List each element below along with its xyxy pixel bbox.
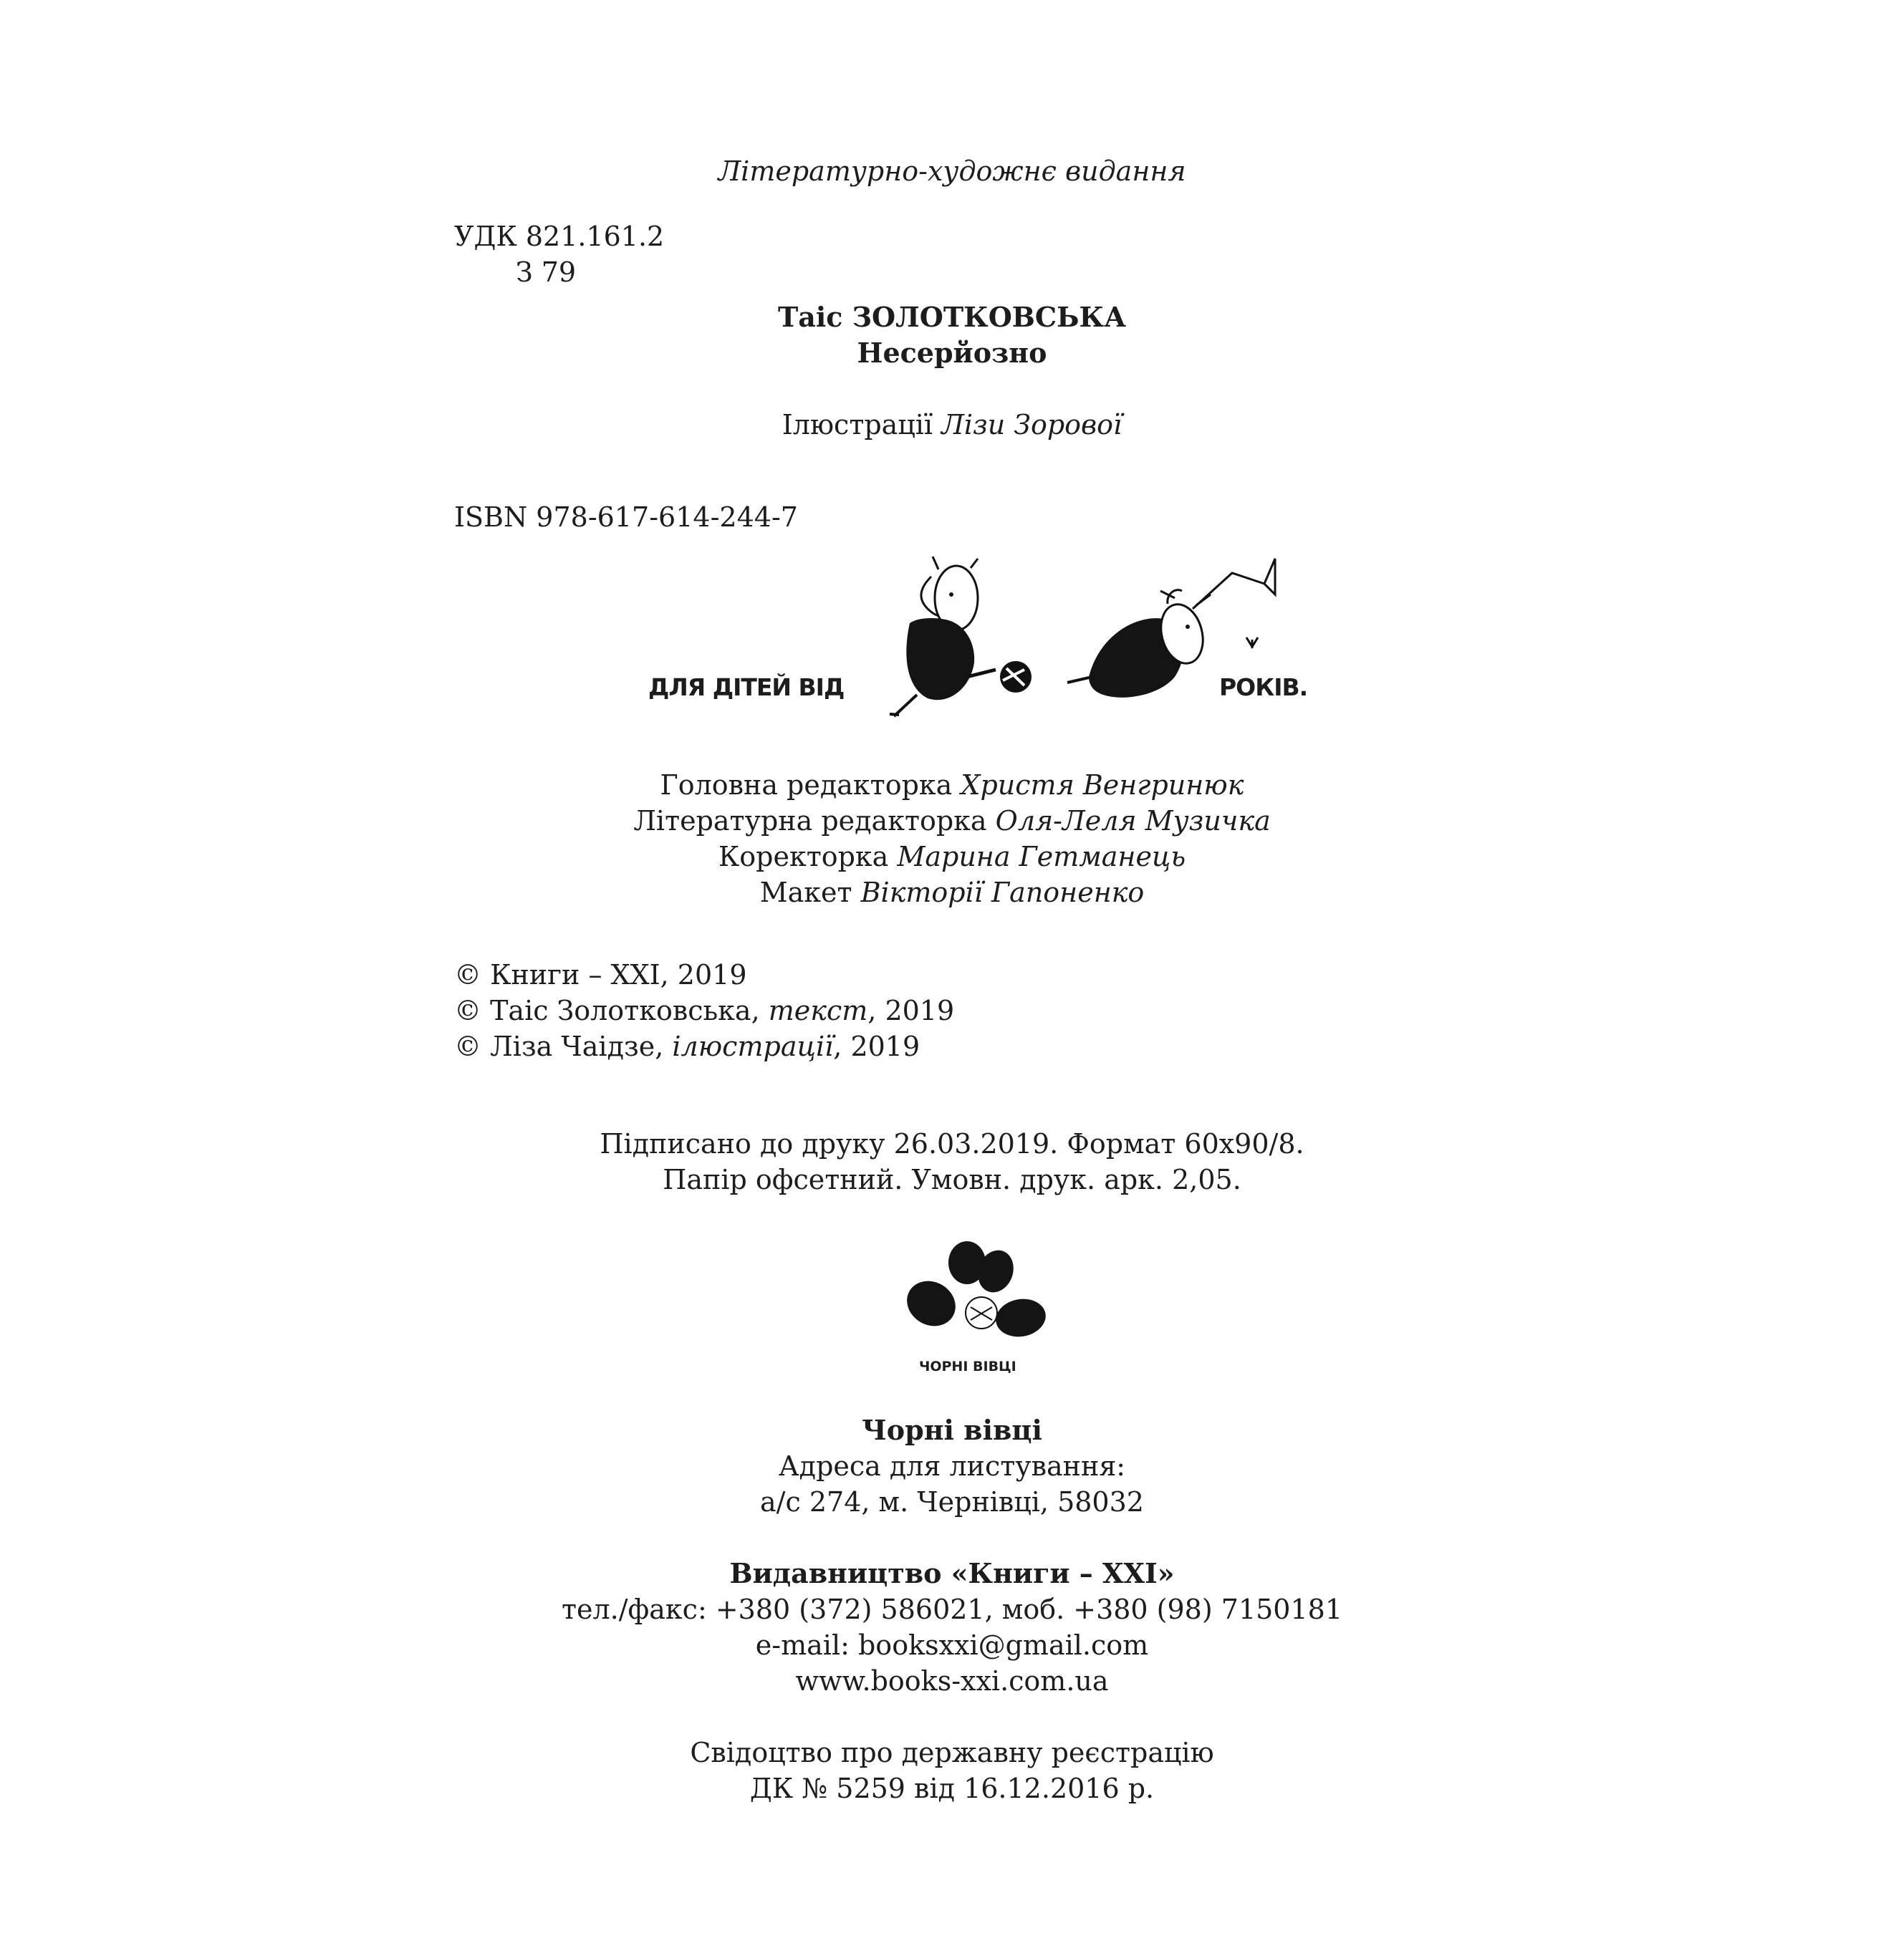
edition-type: Літературно-художнє видання <box>718 155 1186 187</box>
logo-text: ЧОРНІ ВІВЦІ <box>919 1359 1016 1374</box>
print-info-line1: Підписано до друку 26.03.2019. Формат 60x90/8. <box>600 1128 1304 1160</box>
copyright-illus-prefix: © Ліза Чаідзе, <box>454 1031 664 1062</box>
isbn: ISBN 978-617-614-244-7 <box>454 501 798 533</box>
credit-chief-editor <box>0 767 1904 803</box>
publisher-name: Видавництво «Книги – XXI» <box>729 1557 1175 1589</box>
copyright-illus-italic: ілюстрації <box>672 1031 834 1062</box>
sheep-kicking-ball-illustration <box>888 555 1046 723</box>
book-title: Несерйозно <box>857 337 1047 369</box>
copyright-text <box>454 993 954 1029</box>
imprint-name: Чорні вівці <box>862 1414 1042 1446</box>
publisher-phones: тел./факс: +380 (372) 586021, моб. +380 (98) 7150181 <box>561 1594 1342 1625</box>
registration-line1: Свідоцтво про державну реєстрацію <box>690 1737 1214 1768</box>
publisher-website: www.books-xxi.com.ua <box>795 1665 1109 1697</box>
copyright-illustrations <box>454 1029 920 1064</box>
imprint-address-label: Адреса для листування: <box>778 1450 1126 1482</box>
print-info-line2: Папір офсетний. Умовн. друк. арк. 2,05. <box>663 1164 1241 1195</box>
copyright-text-italic: текст <box>768 995 868 1026</box>
credit-name: Оля-Леля Музичка <box>995 805 1271 837</box>
copyright-illus-suffix: , 2019 <box>833 1031 920 1062</box>
credit-role: Макет <box>759 877 852 908</box>
credit-proofreader <box>0 839 1904 875</box>
age-badge-left-text: ДЛЯ ДІТЕЙ ВІД <box>648 673 845 701</box>
credit-role: Літературна редакторка <box>633 805 987 837</box>
copyright-text-suffix: , 2019 <box>867 995 955 1026</box>
credit-name: Вікторії Гапоненко <box>860 877 1145 908</box>
credit-literary-editor <box>0 803 1904 839</box>
publisher-email: e-mail: booksxxi@gmail.com <box>755 1629 1149 1661</box>
author-name: Таіс ЗОЛОТКОВСЬКА <box>777 301 1127 333</box>
sheep-catching-butterfly-illustration <box>1060 555 1318 720</box>
credit-name: Христя Венгринюк <box>961 769 1244 801</box>
copyright-publisher: © Книги – XXI, 2019 <box>454 959 747 991</box>
age-badge-right-text: РОКІВ. <box>1219 673 1308 701</box>
illustrations-prefix: Ілюстрації <box>782 409 933 440</box>
copyright-text-prefix: © Таіс Золотковська, <box>454 995 760 1026</box>
chorni-vivtsi-logo <box>899 1235 1064 1361</box>
credit-name: Марина Гетманець <box>897 841 1186 872</box>
credit-layout <box>0 875 1904 910</box>
illustrator-name: Лізи Зорової <box>941 409 1122 440</box>
registration-line2: ДК № 5259 від 16.12.2016 р. <box>749 1773 1155 1804</box>
imprint-address: а/с 274, м. Чернівці, 58032 <box>760 1486 1144 1518</box>
credit-role: Головна редакторка <box>660 769 953 801</box>
bbk-code: З 79 <box>516 256 577 288</box>
credit-role: Коректорка <box>718 841 889 872</box>
udk-code: УДК 821.161.2 <box>454 221 665 252</box>
illustrations-credit <box>0 407 1904 443</box>
